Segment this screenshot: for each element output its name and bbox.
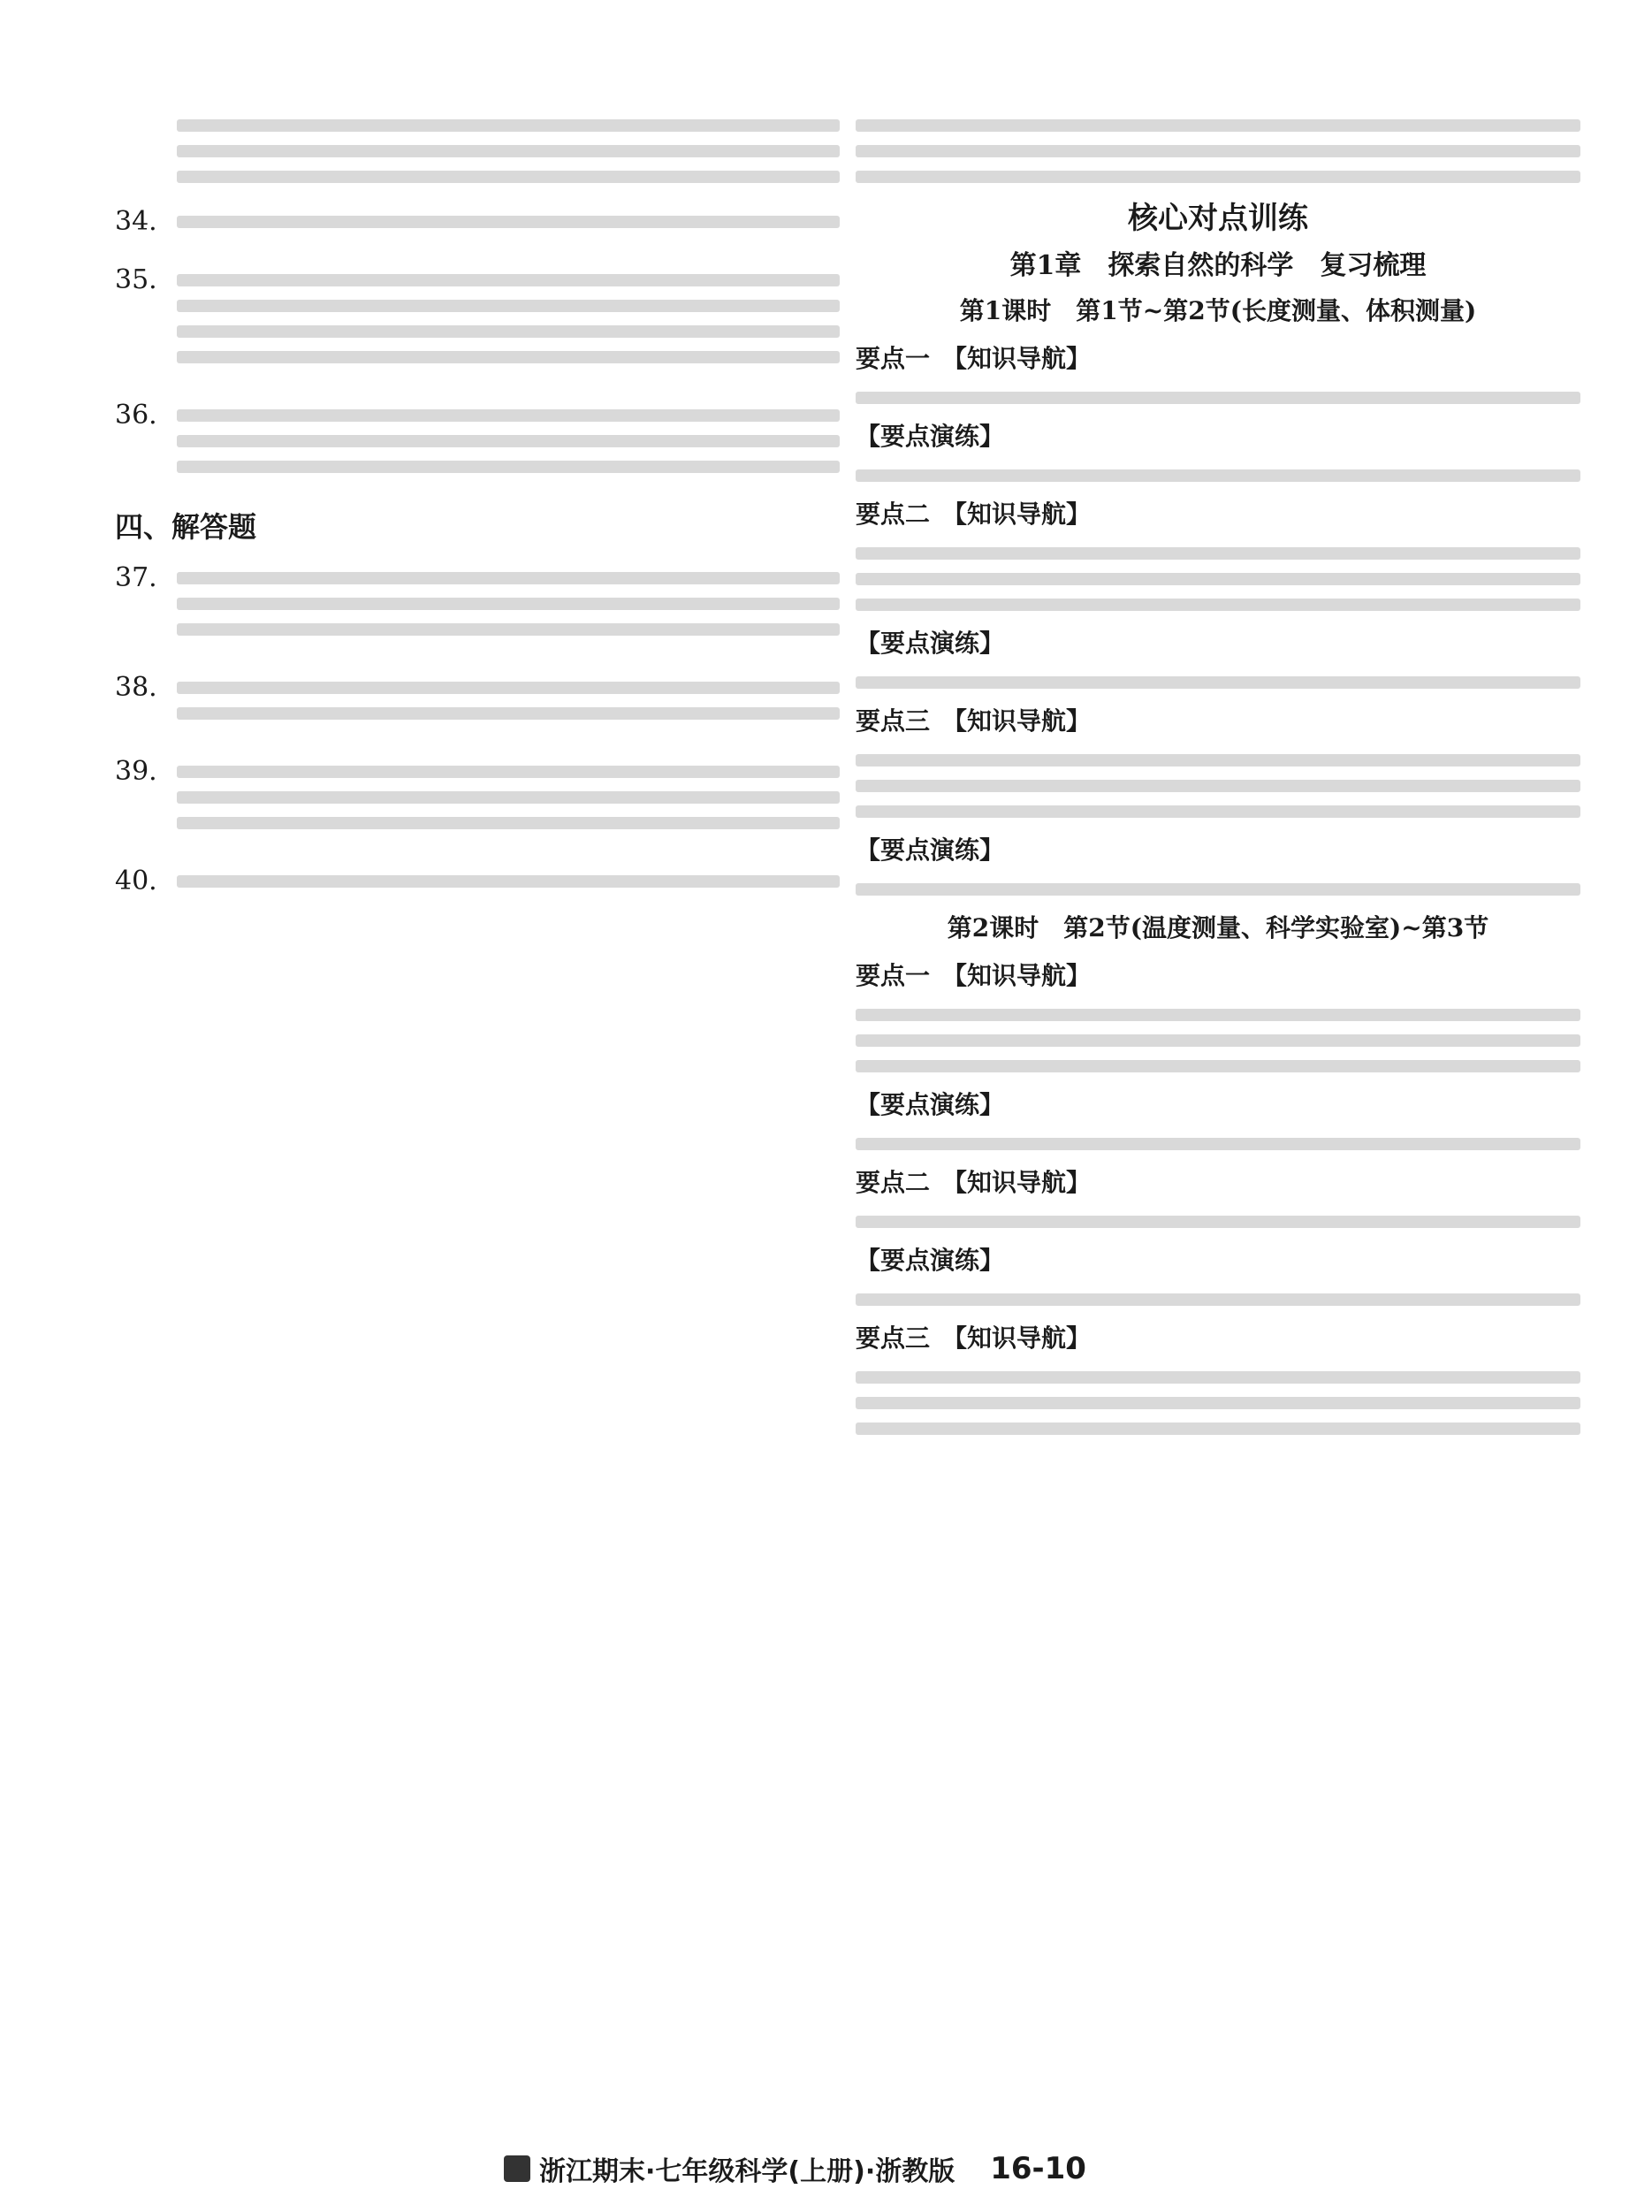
key-point-heading: 要点一 【知识导航】 <box>856 344 1092 373</box>
page-footer <box>504 2148 1086 2189</box>
right-column <box>856 106 1580 1448</box>
question-39 <box>115 752 840 843</box>
question-number: 35. <box>115 264 157 295</box>
footer-title: 浙江期末·七年级科学(上册)·浙教版 <box>539 2156 955 2187</box>
text-placeholder <box>177 119 840 183</box>
key-point-heading: 要点二 【知识导航】 <box>856 1168 1092 1197</box>
question-37 <box>115 559 840 649</box>
question-36 <box>115 396 840 486</box>
text-placeholder <box>856 119 1580 183</box>
lesson-title: 第1课时 第1节~第2节(长度测量、体积测量) <box>959 296 1477 325</box>
practice-heading: 【要点演练】 <box>856 422 1005 451</box>
key-point-heading: 要点二 【知识导航】 <box>856 500 1092 529</box>
practice-heading: 【要点演练】 <box>856 1090 1005 1119</box>
question-number: 34. <box>115 206 157 237</box>
section-heading: 四、解答题 <box>115 510 257 544</box>
question-number: 39. <box>115 756 157 787</box>
practice-heading: 【要点演练】 <box>856 835 1005 865</box>
question-number: 37. <box>115 562 157 593</box>
practice-heading: 【要点演练】 <box>856 629 1005 658</box>
practice-heading: 【要点演练】 <box>856 1246 1005 1275</box>
section-title: 核心对点训练 <box>1128 201 1308 236</box>
question-number: 36. <box>115 400 157 431</box>
question-35 <box>115 261 840 377</box>
left-column <box>115 106 840 920</box>
key-point-heading: 要点三 【知识导航】 <box>856 1323 1092 1353</box>
question-34 <box>115 202 840 241</box>
page-number: 16-10 <box>990 2151 1086 2186</box>
chapter-title: 第1章 探索自然的科学 复习梳理 <box>1009 250 1427 281</box>
question-number: 40. <box>115 866 157 896</box>
key-point-heading: 要点一 【知识导航】 <box>856 961 1092 990</box>
book-icon <box>504 2155 530 2182</box>
question-number: 38. <box>115 672 157 703</box>
question-38 <box>115 668 840 733</box>
lesson-title: 第2课时 第2节(温度测量、科学实验室)~第3节 <box>947 913 1489 942</box>
question-40 <box>115 862 840 901</box>
key-point-heading: 要点三 【知识导航】 <box>856 706 1092 736</box>
